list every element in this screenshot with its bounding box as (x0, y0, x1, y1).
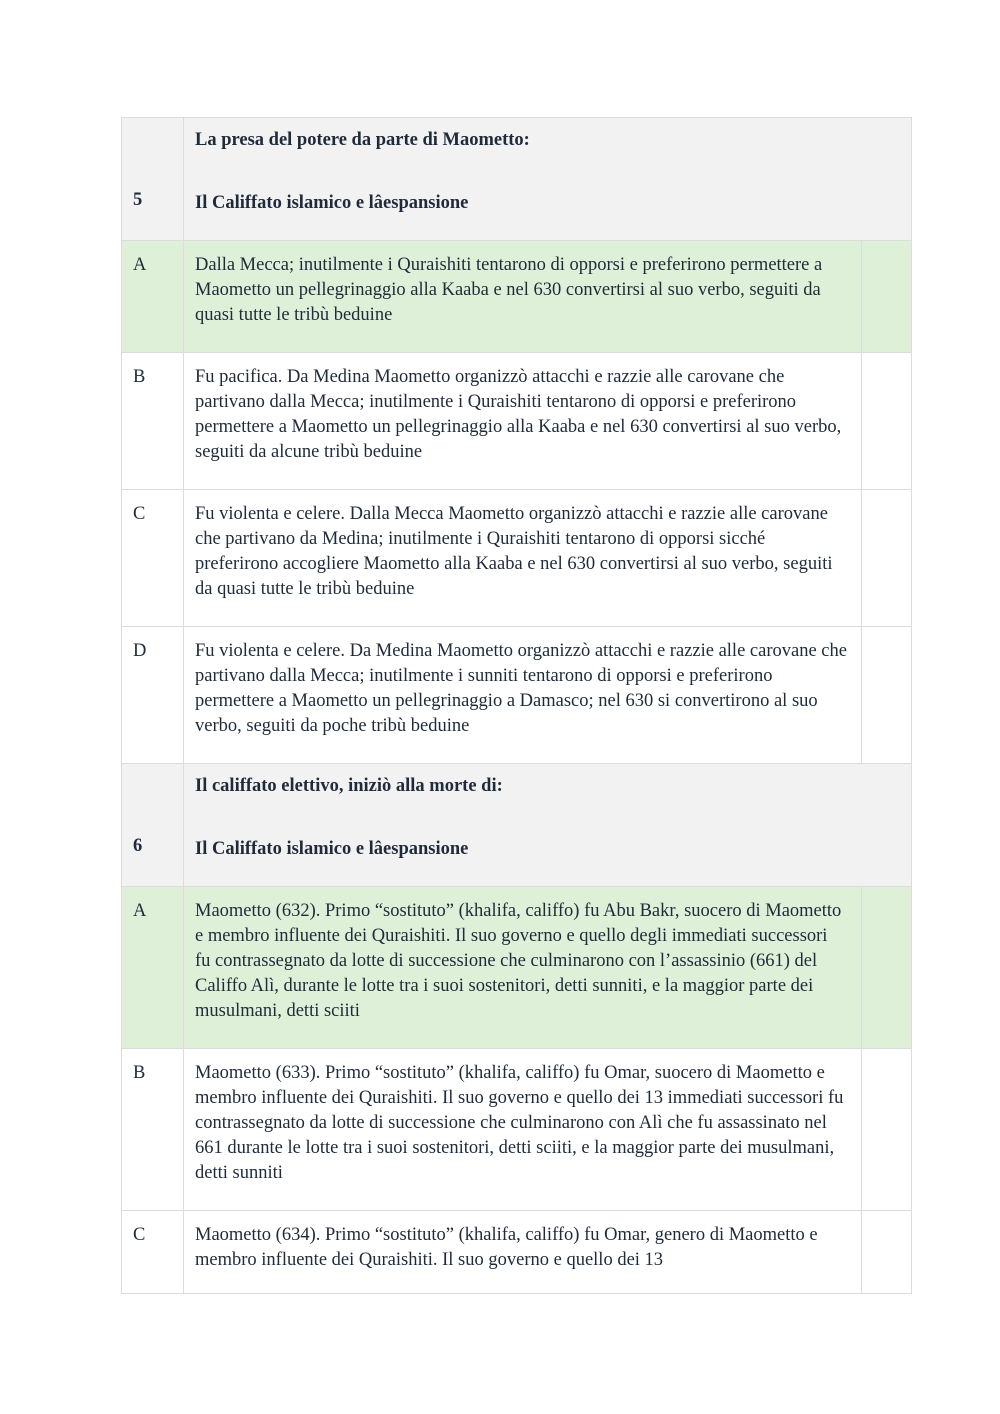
answer-cell (862, 1049, 912, 1211)
option-row-correct (122, 241, 912, 353)
option-text: Fu violenta e celere. Dalla Mecca Maometto organizzò attacchi e razzie alle carovane che partivano da Medina; inutilmente i Quraishiti tentarono di opporsi sicché preferirono accogliere Maometto alla Kaaba e nel 630 convertirsi al suo verbo, seguiti da quasi tutte le tribù beduine (184, 490, 862, 627)
question-cell (184, 118, 912, 241)
answer-cell (862, 241, 912, 353)
answer-cell (862, 1211, 912, 1294)
option-row (122, 353, 912, 490)
question-number: 5 (122, 118, 184, 241)
option-row (122, 1211, 912, 1294)
answer-cell (862, 490, 912, 627)
option-row (122, 1049, 912, 1211)
option-text: Fu violenta e celere. Da Medina Maometto organizzò attacchi e razzie alle carovane che partivano dalla Mecca; inutilmente i sunniti tentarono di opporsi e preferirono permettere a Maometto un pellegrinaggio a Damasco; nel 630 si convertirono al suo verbo, seguiti da poche tribù beduine (184, 627, 862, 764)
option-row-correct (122, 887, 912, 1049)
option-letter: C (122, 1211, 184, 1294)
question-cell (184, 764, 912, 887)
question-text: La presa del potere da parte di Maometto: (195, 130, 530, 150)
option-letter: D (122, 627, 184, 764)
option-letter: B (122, 353, 184, 490)
question-number: 6 (122, 764, 184, 887)
answer-cell (862, 353, 912, 490)
option-text: Fu pacifica. Da Medina Maometto organizzò attacchi e razzie alle carovane che partivano dalla Mecca; inutilmente i Quraishiti tentarono di opporsi e preferirono permettere a Maometto un pellegrinaggio alla Kaaba e nel 630 convertirsi al suo verbo, seguiti da alcune tribù beduine (184, 353, 862, 490)
option-text: Maometto (633). Primo “sostituto” (khalifa, califfo) fu Omar, suocero di Maometto e membro influente dei Quraishiti. Il suo governo e quello dei 13 immediati successori fu contrassegnato da lotte di successione che culminarono con Alì che fu assassinato nel 661 durante le lotte tra i suoi sostenitori, detti sciiti, e la maggior parte dei musulmani, detti sunniti (184, 1049, 862, 1211)
question-text: Il califfato elettivo, iniziò alla morte di: (195, 776, 503, 796)
option-letter: A (122, 241, 184, 353)
option-letter: B (122, 1049, 184, 1211)
option-text: Dalla Mecca; inutilmente i Quraishiti tentarono di opporsi e preferirono permettere a Maometto un pellegrinaggio alla Kaaba e nel 630 convertirsi al suo verbo, seguiti da quasi tutte le tribù beduine (184, 241, 862, 353)
option-text: Maometto (632). Primo “sostituto” (khalifa, califfo) fu Abu Bakr, suocero di Maometto e membro influente dei Quraishiti. Il suo governo e quello degli immediati successori fu contrassegnato da lotte di successione che culminarono con l’assassinio (661) del Califfo Alì, durante le lotte tra i suoi sostenitori, detti sunniti, e la maggior parte dei musulmani, detti sciiti (184, 887, 862, 1049)
answer-cell (862, 887, 912, 1049)
quiz-table (121, 117, 912, 1294)
answer-cell (862, 627, 912, 764)
option-text: Maometto (634). Primo “sostituto” (khalifa, califfo) fu Omar, genero di Maometto e membro influente dei Quraishiti. Il suo governo e quello dei 13 (184, 1211, 862, 1294)
option-letter: A (122, 887, 184, 1049)
question-category: Il Califfato islamico e lâespansione (195, 839, 469, 859)
question-header-row (122, 764, 912, 887)
option-row (122, 627, 912, 764)
option-letter: C (122, 490, 184, 627)
question-header-row (122, 118, 912, 241)
question-category: Il Califfato islamico e lâespansione (195, 193, 469, 213)
option-row (122, 490, 912, 627)
